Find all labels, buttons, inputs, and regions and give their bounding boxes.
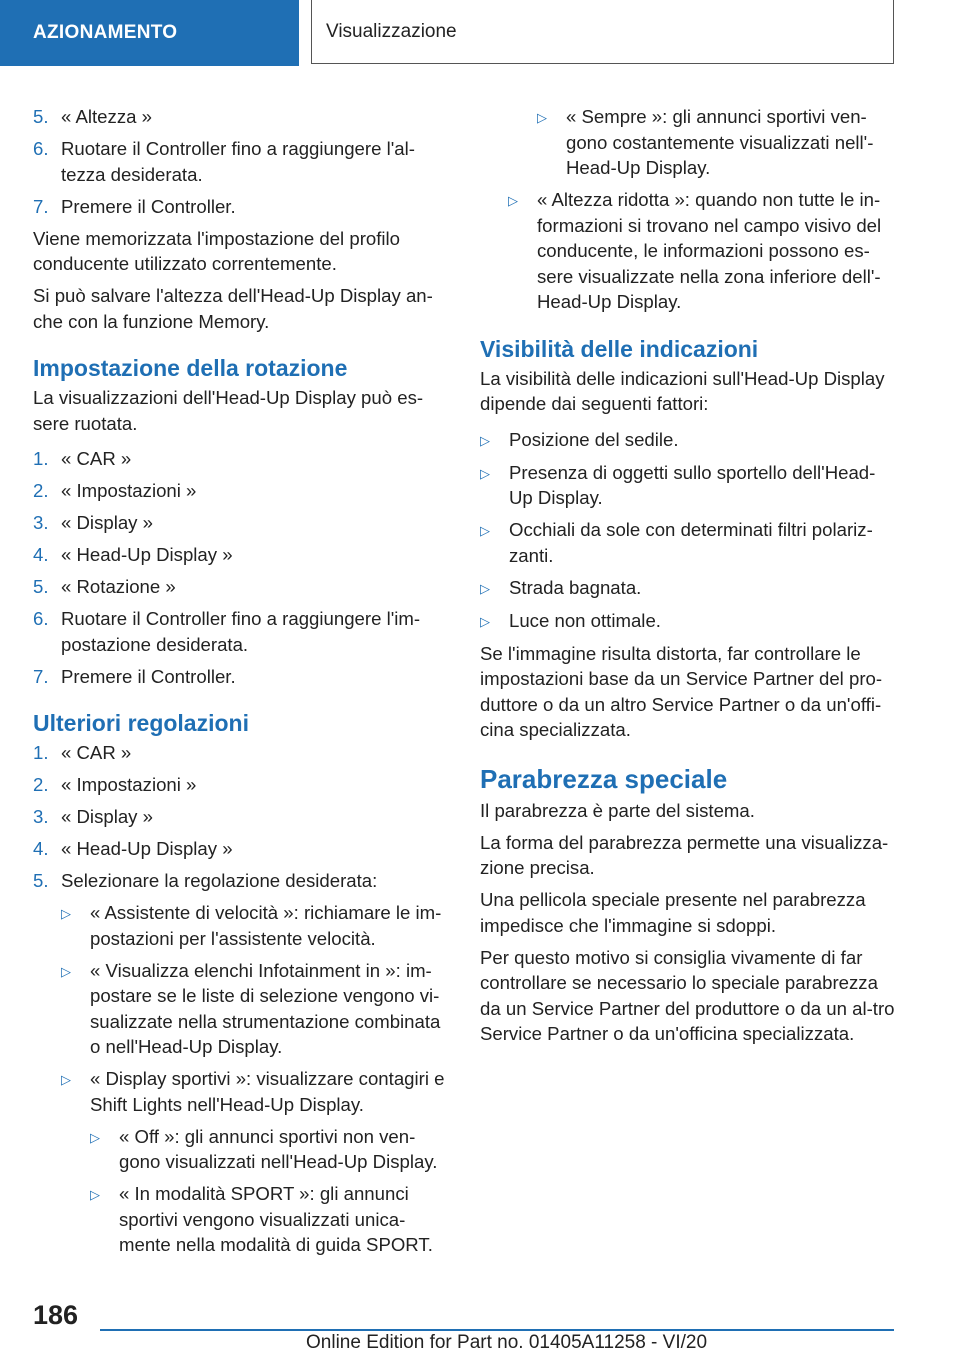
bullet-item: ▷ « Sempre »: gli annunci sportivi ven-gono costantemente visualizzati nell'-Head-Up Display. <box>480 104 895 181</box>
bullet-item: ▷ Luce non ottimale. <box>480 608 895 635</box>
bullet-item: ▷ « Off »: gli annunci sportivi non ven-gono visualizzati nell'Head-Up Display. <box>33 1124 448 1175</box>
triangle-bullet-icon: ▷ <box>480 465 490 481</box>
list-item: 7. Premere il Controller. <box>33 195 236 217</box>
list-item: 3. « Display » <box>33 512 153 533</box>
bullet-item: ▷ « Assistente di velocità »: richiamare le im-postazioni per l'assistente velocità. <box>33 900 448 951</box>
paragraph: Viene memorizzata l'impostazione del profilo conducente utilizzato correntemente. <box>33 227 400 274</box>
bullet-item: ▷ « Display sportivi »: visualizzare contagiri e Shift Lights nell'Head-Up Display. <box>33 1066 448 1117</box>
paragraph: Una pellicola speciale presente nel parabrezza impedisce che l'immagine si sdoppi. <box>480 889 866 936</box>
paragraph: Il parabrezza è parte del sistema. <box>480 799 755 821</box>
page-number: 186 <box>33 1300 79 1330</box>
triangle-bullet-icon: ▷ <box>537 110 547 125</box>
chapter-title: Visualizzazione <box>326 20 457 42</box>
bullet-item: ▷ « In modalità SPORT »: gli annunci sportivi vengono visualizzati unica-mente nella modalità di guida SPORT. <box>33 1181 448 1258</box>
triangle-bullet-icon: ▷ <box>480 432 490 448</box>
heading-rotation: Impostazione della rotazione <box>33 355 348 381</box>
list-item: 5. « Altezza » <box>33 106 152 127</box>
triangle-bullet-icon: ▷ <box>480 613 490 629</box>
section-title: AZIONAMENTO <box>33 22 178 43</box>
header-section-tab <box>0 0 299 66</box>
list-item: 5. « Rotazione » <box>33 576 176 597</box>
paragraph: La forma del parabrezza permette una visualizza-zione precisa. <box>480 831 889 878</box>
list-item: 4. « Head-Up Display » <box>33 838 233 859</box>
list-item: 1. « CAR » <box>33 742 132 763</box>
steps-b <box>33 446 448 689</box>
header-chapter-box <box>311 0 894 64</box>
list-item: 6. Ruotare il Controller fino a raggiungere l'im-postazione desiderata. <box>33 608 421 655</box>
list-item: 7. Premere il Controller. <box>33 665 236 687</box>
triangle-bullet-icon: ▷ <box>480 580 490 596</box>
list-item: 2. « Impostazioni » <box>33 774 197 795</box>
footer-divider <box>100 1329 894 1331</box>
bullet-item: ▷ « Visualizza elenchi Infotainment in »: im-postare se le liste di selezione vengono vi-sualizzate nella strumentazione combinata o nell'Head-Up Display. <box>33 958 448 1060</box>
list-item: 2. « Impostazioni » <box>33 480 197 501</box>
heading-windshield: Parabrezza speciale <box>480 763 728 794</box>
bullet-item: ▷ Strada bagnata. <box>480 575 895 602</box>
list-item: 4. « Head-Up Display » <box>33 544 233 565</box>
triangle-bullet-icon: ▷ <box>61 1072 71 1087</box>
bullet-item: ▷ Posizione del sedile. <box>480 427 895 454</box>
heading-more-settings: Ulteriori regolazioni <box>33 710 249 736</box>
bullet-item: ▷ Presenza di oggetti sullo sportello dell'Head-Up Display. <box>480 460 895 511</box>
triangle-bullet-icon: ▷ <box>90 1129 100 1145</box>
paragraph: La visibilità delle indicazioni sull'Head-Up Display dipende dai seguenti fattori: <box>480 367 885 414</box>
list-item: 1. « CAR » <box>33 448 132 469</box>
list-item: 5. Selezionare la regolazione desiderata: <box>33 870 378 891</box>
triangle-bullet-icon: ▷ <box>90 1187 100 1202</box>
triangle-bullet-icon: ▷ <box>61 963 71 979</box>
triangle-bullet-icon: ▷ <box>508 193 518 208</box>
list-item: 3. « Display » <box>33 806 153 827</box>
paragraph: La visualizzazioni dell'Head-Up Display può es-sere ruotata. <box>33 387 424 434</box>
footer-edition: Online Edition for Part no. 01405A11258 - VI/20 <box>306 1332 708 1353</box>
steps-a <box>33 104 448 219</box>
paragraph: Per questo motivo si consiglia vivamente di far controllare se necessario lo speciale parabrezza da un Service Partner del produttore o da un al-tro Service Partner o da un'officina specializzata. <box>480 946 895 1044</box>
left-column <box>33 104 448 1264</box>
steps-c <box>33 740 448 894</box>
right-column <box>480 104 895 1053</box>
list-item: 6. Ruotare il Controller fino a raggiungere l'al-tezza desiderata. <box>33 138 415 185</box>
heading-visibility: Visibilità delle indicazioni <box>480 335 759 362</box>
triangle-bullet-icon: ▷ <box>480 523 490 538</box>
paragraph: Si può salvare l'altezza dell'Head-Up Display an-che con la funzione Memory. <box>33 285 433 332</box>
paragraph: Se l'immagine risulta distorta, far controllare le impostazioni base da un Service Partner del pro-duttore o da un altro Service Partner o da un'offi-cina specializzata. <box>480 642 883 740</box>
bullet-item: ▷ « Altezza ridotta »: quando non tutte le in-formazioni si trovano nel campo visivo del conducente, le informazioni possono es-sere visualizzate nella zona inferiore dell'-Head-Up Display. <box>480 187 895 315</box>
bullet-item: ▷ Occhiali da sole con determinati filtri polariz-zanti. <box>480 517 895 568</box>
triangle-bullet-icon: ▷ <box>61 906 71 921</box>
